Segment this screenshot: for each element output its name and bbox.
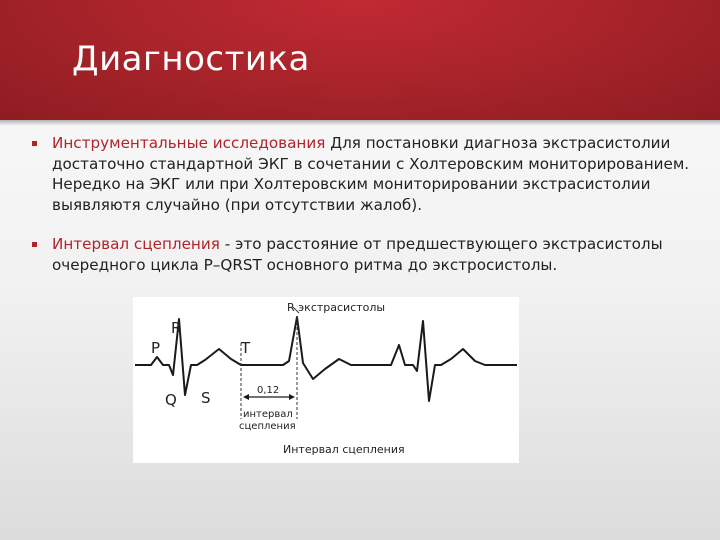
bullet-body: это расстояние от предшествующего экстрасистолы очередного цикла P–QRST основного ритма до экстросистолы. — [52, 235, 663, 274]
bullet-item — [30, 133, 690, 215]
label-r-extrasystole: R экстрасистолы — [287, 301, 386, 314]
label-s: S — [201, 389, 211, 407]
arrow-left-icon — [243, 394, 249, 400]
interval-value: 0,12 — [257, 385, 280, 396]
slide-header — [0, 0, 720, 120]
ecg-figure — [133, 297, 519, 463]
bullet-term: Инструментальные исследования — [52, 134, 326, 152]
bullet-item — [30, 234, 690, 275]
arrow-right-icon — [289, 394, 295, 400]
ecg-diagram — [133, 297, 519, 463]
interval-label-line2: сцепления — [239, 421, 296, 432]
bullet-paragraph — [52, 234, 690, 275]
interval-label-line1: интервал — [243, 409, 293, 420]
bullet-marker-icon — [32, 141, 37, 146]
label-q: Q — [165, 391, 177, 409]
figure-caption: Интервал сцепления — [283, 443, 405, 456]
slide-title: Диагностика — [72, 39, 310, 79]
bullet-separator: - — [219, 235, 236, 253]
label-p: P — [151, 339, 161, 357]
bullet-paragraph — [52, 133, 690, 215]
header-shadow — [0, 120, 720, 126]
bullet-term: Интервал сцепления — [52, 235, 220, 253]
bullet-list — [30, 133, 690, 294]
ecg-trace — [135, 317, 517, 401]
label-t: T — [241, 339, 251, 357]
bullet-body: Для постановки диагноза экстрасистолии достаточно стандартной ЭКГ в сочетании с Холтеровским мониторированием. Нередко на ЭКГ или при Холтеровским мониторировании экстрасистолии выявляютя случайно (при отсутствии жалоб). — [52, 134, 690, 214]
bullet-marker-icon — [32, 242, 37, 247]
label-r: R — [171, 319, 182, 337]
